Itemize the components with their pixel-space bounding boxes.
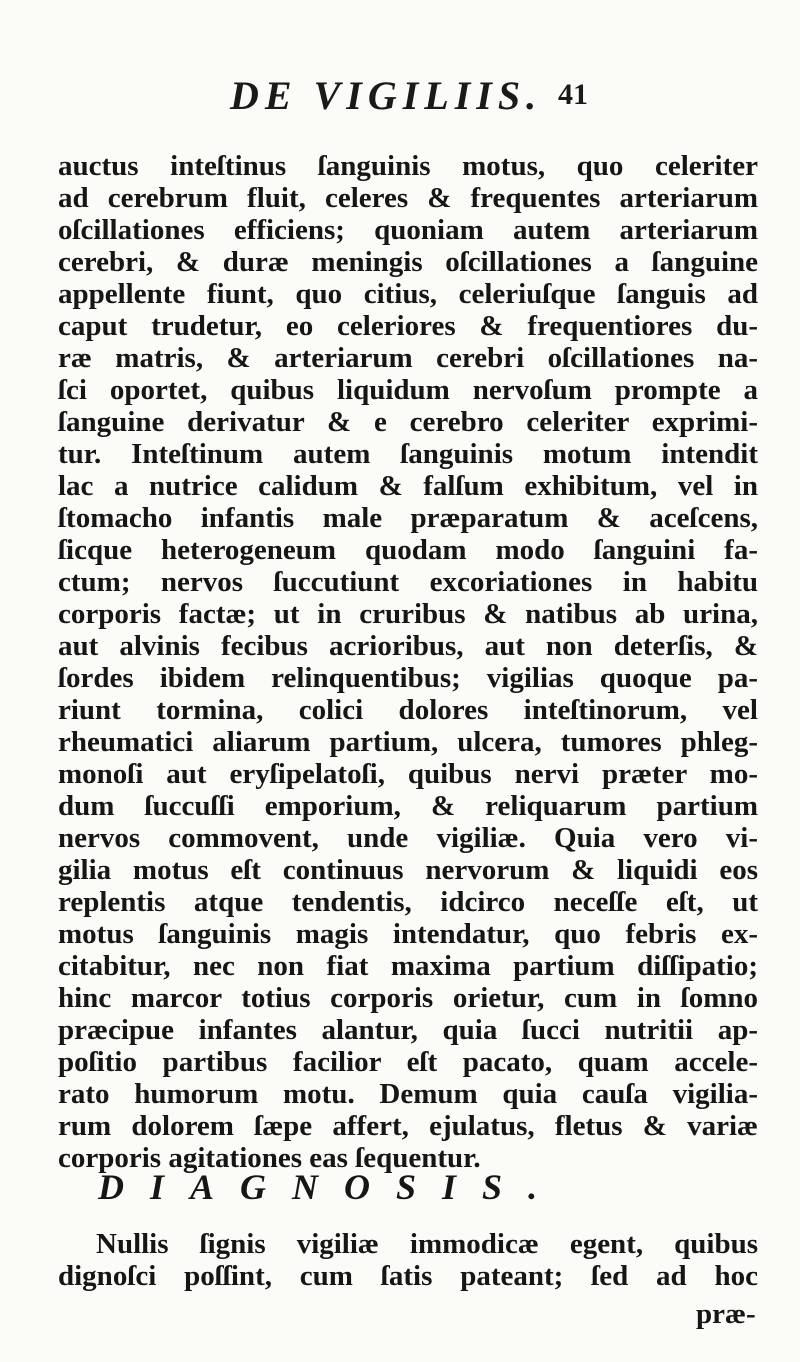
text-line: caput trudetur, eo celeriores & frequentiores du- — [58, 310, 758, 342]
text-line: rum dolorem ſæpe affert, ejulatus, fletus & variæ — [58, 1110, 758, 1142]
text-line: tur. Inteſtinum autem ſanguinis motum intendit — [58, 438, 758, 470]
text-line: poſitio partibus facilior eſt pacato, quam accele- — [58, 1046, 758, 1078]
text-line: appellente fiunt, quo citius, celeriuſque ſanguis ad — [58, 278, 758, 310]
running-head: DE VIGILIIS. — [230, 73, 543, 118]
text-line: nervos commovent, unde vigiliæ. Quia vero vi- — [58, 822, 758, 854]
text-line: ad cerebrum fluit, celeres & frequentes arteriarum — [58, 182, 758, 214]
text-line: præcipue infantes alantur, quia ſucci nutritii ap- — [58, 1014, 758, 1046]
page-header — [0, 72, 800, 132]
text-line: monoſi aut eryſipelatoſi, quibus nervi præter mo- — [58, 758, 758, 790]
text-line: ſanguine derivatur & e cerebro celeriter exprimi- — [58, 406, 758, 438]
diagnosis-paragraph — [58, 1228, 758, 1292]
main-paragraph — [58, 150, 758, 1174]
text-line: ſtomacho infantis male præparatum & aceſcens, — [58, 502, 758, 534]
text-line: cerebri, & duræ meningis oſcillationes a ſanguine — [58, 246, 758, 278]
text-line: hinc marcor totius corporis orietur, cum in ſomno — [58, 982, 758, 1014]
section-heading: DIAGNOSIS. — [98, 1167, 564, 1207]
text-line: ſordes ibidem relinquentibus; vigilias quoque pa- — [58, 662, 758, 694]
text-line: ſicque heterogeneum quodam modo ſanguini fa- — [58, 534, 758, 566]
text-line: replentis atque tendentis, idcirco neceſſe eſt, ut — [58, 886, 758, 918]
text-line: dignoſci poſſint, cum ſatis pateant; ſed ad hoc — [58, 1260, 758, 1292]
text-line: motus ſanguinis magis intendatur, quo febris ex- — [58, 918, 758, 950]
text-line: corporis agitationes eas ſequentur. — [58, 1142, 481, 1174]
text-line: citabitur, nec non fiat maxima partium diſſipatio; — [58, 950, 758, 982]
text-line: auctus inteſtinus ſanguinis motus, quo celeriter — [58, 150, 758, 182]
text-line: gilia motus eſt continuus nervorum & liquidi eos — [58, 854, 758, 886]
text-line: dum ſuccuſſi emporium, & reliquarum partium — [58, 790, 758, 822]
text-line: lac a nutrice calidum & falſum exhibitum, vel in — [58, 470, 758, 502]
text-line: rato humorum motu. Demum quia cauſa vigilia- — [58, 1078, 758, 1110]
catchword: præ- — [696, 1298, 756, 1330]
page-number: 41 — [558, 78, 588, 111]
text-line: oſcillationes efficiens; quoniam autem arteriarum — [58, 214, 758, 246]
text-line: corporis factæ; ut in cruribus & natibus ab urina, — [58, 598, 758, 630]
text-line: ctum; nervos ſuccutiunt excoriationes in habitu — [58, 566, 758, 598]
text-line: aut alvinis fecibus acrioribus, aut non deterſis, & — [58, 630, 758, 662]
text-line: rheumatici aliarum partium, ulcera, tumores phleg- — [58, 726, 758, 758]
text-line: ræ matris, & arteriarum cerebri oſcillationes na- — [58, 342, 758, 374]
text-line: riunt tormina, colici dolores inteſtinorum, vel — [58, 694, 758, 726]
text-line: ſci oportet, quibus liquidum nervoſum prompte a — [58, 374, 758, 406]
text-line: Nullis ſignis vigiliæ immodicæ egent, quibus — [96, 1228, 758, 1260]
